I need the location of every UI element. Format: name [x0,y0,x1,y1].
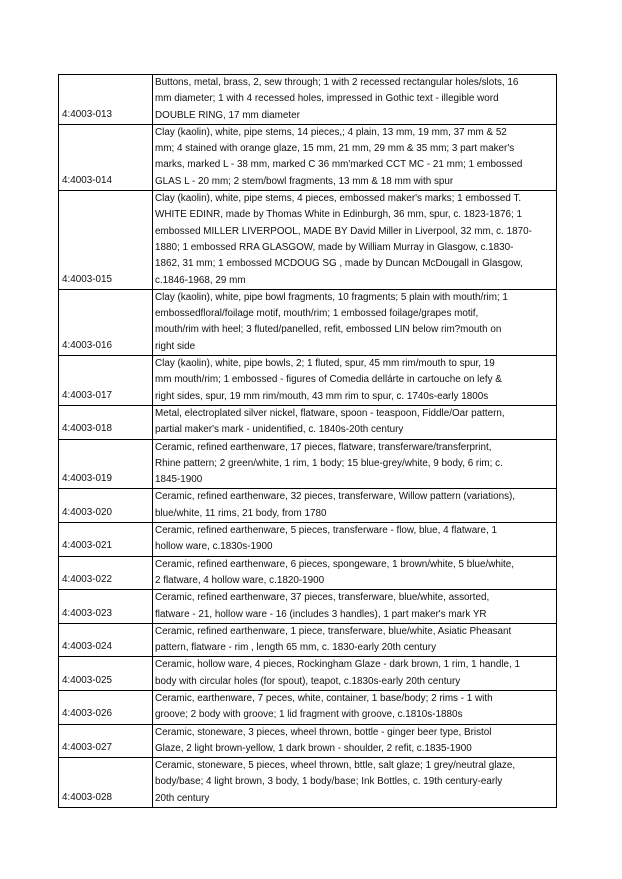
description-line: flatware - 21, hollow ware - 16 (includes 3 handles), 1 part maker's mark YR [155,608,487,620]
description-line: mm mouth/rim; 1 embossed - figures of Comedia dellárte in cartouche on lefy & [155,374,502,386]
description-cell [153,124,557,190]
catalog-number-cell: 4:4003-017 [59,356,153,406]
description-line: Ceramic, refined earthenware, 32 pieces, transferware, Willow pattern (variations), [155,491,516,503]
description-line: c.1846-1968, 29 mm [155,274,246,286]
description-line: 1845-1900 [155,474,203,486]
table-row [59,489,557,523]
description-line: pattern, flatware - rim , length 65 mm, c. 1830-early 20th century [155,642,437,654]
description-line: body with circular holes (for spout), teapot, c.1830s-early 20th century [155,675,461,687]
description-line: mouth/rim with heel; 3 fluted/panelled, refit, embossed LIN below rim?mouth on [155,324,502,336]
description-line: mm diameter; 1 with 4 recessed holes, impressed in Gothic text - illegible word [155,93,499,105]
description-line: Glaze, 2 light brown-yellow, 1 dark brown - shoulder, 2 refit, c.1835-1900 [155,742,472,754]
table-row [59,356,557,406]
description-line: 2 flatware, 4 hollow ware, c.1820-1900 [155,574,325,586]
catalog-number-cell: 4:4003-013 [59,75,153,125]
catalog-number-cell: 4:4003-016 [59,289,153,355]
catalog-number-cell: 4:4003-021 [59,523,153,557]
description-line: 20th century [155,792,210,804]
description-line: 1862, 31 mm; 1 embossed MCDOUG SG , made by Duncan McDougall in Glasgow, [155,258,523,270]
table-row [59,405,557,439]
table-row [59,556,557,590]
document-page [58,74,554,808]
description-line: WHITE EDINR, made by Thomas White in Edinburgh, 36 mm, spur, c. 1823-1876; 1 [155,209,522,221]
description-line: mm; 4 stained with orange glaze, 15 mm, 21 mm, 29 mm & 35 mm; 3 part maker's [155,143,515,155]
description-cell [153,439,557,489]
description-line: Ceramic, earthenware, 7 peces, white, container, 1 base/body; 2 rims - 1 with [155,692,493,704]
description-cell [153,289,557,355]
description-line: DOUBLE RING, 17 mm diameter [155,109,300,121]
description-line: right side [155,340,196,352]
table-row [59,191,557,290]
catalog-number-cell: 4:4003-023 [59,590,153,624]
description-cell [153,657,557,691]
table-row [59,289,557,355]
description-cell [153,590,557,624]
description-line: Ceramic, refined earthenware, 5 pieces, transferware - flow, blue, 4 flatware, 1 [155,525,497,537]
description-line: embossed MILLER LIVERPOOL, MADE BY David Miller in Liverpool, 32 mm, c. 1870- [155,225,532,237]
catalog-number-cell: 4:4003-028 [59,758,153,808]
catalog-number-cell: 4:4003-018 [59,405,153,439]
catalog-number-cell: 4:4003-027 [59,724,153,758]
description-line: hollow ware, c.1830s-1900 [155,541,273,553]
table-row [59,75,557,125]
table-row [59,439,557,489]
catalog-table-body [59,75,557,808]
description-line: Clay (kaolin), white, pipe bowls, 2; 1 fluted, spur, 45 mm rim/mouth to spur, 19 [155,358,495,370]
description-line: Ceramic, stoneware, 3 pieces, wheel thrown, bottle - ginger beer type, Bristol [155,726,492,738]
description-cell [153,405,557,439]
table-row [59,590,557,624]
table-row [59,124,557,190]
description-line: body/base; 4 light brown, 3 body, 1 body/base; Ink Bottles, c. 19th century-early [155,776,503,788]
catalog-number-cell: 4:4003-024 [59,623,153,657]
description-cell [153,75,557,125]
description-cell [153,356,557,406]
table-row [59,523,557,557]
description-line: embossedfloral/foilage motif, mouth/rim; 1 embossed foilage/grapes motif, [155,308,479,320]
description-line: Rhine pattern; 2 green/white, 1 rim, 1 body; 15 blue-grey/white, 9 body, 6 rim; c. [155,457,503,469]
description-line: partial maker's mark - unidentified, c. 1840s-20th century [155,424,404,436]
description-line: Ceramic, refined earthenware, 37 pieces, transferware, blue/white, assorted, [155,592,490,604]
table-row [59,758,557,808]
description-cell [153,191,557,290]
description-line: blue/white, 11 rims, 21 body, from 1780 [155,507,327,519]
description-cell [153,758,557,808]
table-row [59,657,557,691]
description-line: Ceramic, refined earthenware, 6 pieces, spongeware, 1 brown/white, 5 blue/white, [155,558,514,570]
description-line: marks, marked L - 38 mm, marked C 36 mm'marked CCT MC - 21 mm; 1 embossed [155,159,523,171]
description-line: Clay (kaolin), white, pipe bowl fragments, 10 fragments; 5 plain with mouth/rim; 1 [155,291,508,303]
catalog-number-cell: 4:4003-025 [59,657,153,691]
table-row [59,724,557,758]
table-row [59,690,557,724]
table-row [59,623,557,657]
description-line: Ceramic, refined earthenware, 1 piece, transferware, blue/white, Asiatic Pheasant [155,625,512,637]
description-cell [153,523,557,557]
catalog-number-cell: 4:4003-022 [59,556,153,590]
description-cell [153,690,557,724]
description-cell [153,623,557,657]
catalog-number-cell: 4:4003-014 [59,124,153,190]
catalog-table [58,74,557,808]
description-line: 1880; 1 embossed RRA GLASGOW, made by William Murray in Glasgow, c.1830- [155,241,514,253]
catalog-number-cell: 4:4003-019 [59,439,153,489]
description-cell [153,556,557,590]
description-line: right sides, spur, 19 mm rim/mouth, 43 mm rim to spur, c. 1740s-early 1800s [155,390,489,402]
description-line: Buttons, metal, brass, 2, sew through; 1 with 2 recessed rectangular holes/slots, 16 [155,77,519,88]
description-line: Clay (kaolin), white, pipe stems, 14 pieces,; 4 plain, 13 mm, 19 mm, 37 mm & 52 [155,126,507,138]
description-line: Ceramic, refined earthenware, 17 pieces, flatware, transferware/transferprint, [155,441,492,453]
description-line: Clay (kaolin), white, pipe stems, 4 pieces, embossed maker's marks; 1 embossed T. [155,193,522,205]
catalog-number-cell: 4:4003-015 [59,191,153,290]
description-line: GLAS L - 20 mm; 2 stem/bowl fragments, 13 mm & 18 mm with spur [155,175,454,187]
description-line: Ceramic, stoneware, 5 pieces, wheel thrown, bttle, salt glaze; 1 grey/neutral glaze, [155,760,516,772]
description-cell [153,489,557,523]
catalog-number-cell: 4:4003-020 [59,489,153,523]
description-line: Metal, electroplated silver nickel, flatware, spoon - teaspoon, Fiddle/Oar pattern, [155,407,505,419]
catalog-number-cell: 4:4003-026 [59,690,153,724]
description-line: groove; 2 body with groove; 1 lid fragment with groove, c.1810s-1880s [155,709,463,721]
description-line: Ceramic, hollow ware, 4 pieces, Rockingham Glaze - dark brown, 1 rim, 1 handle, 1 [155,659,520,671]
description-cell [153,724,557,758]
